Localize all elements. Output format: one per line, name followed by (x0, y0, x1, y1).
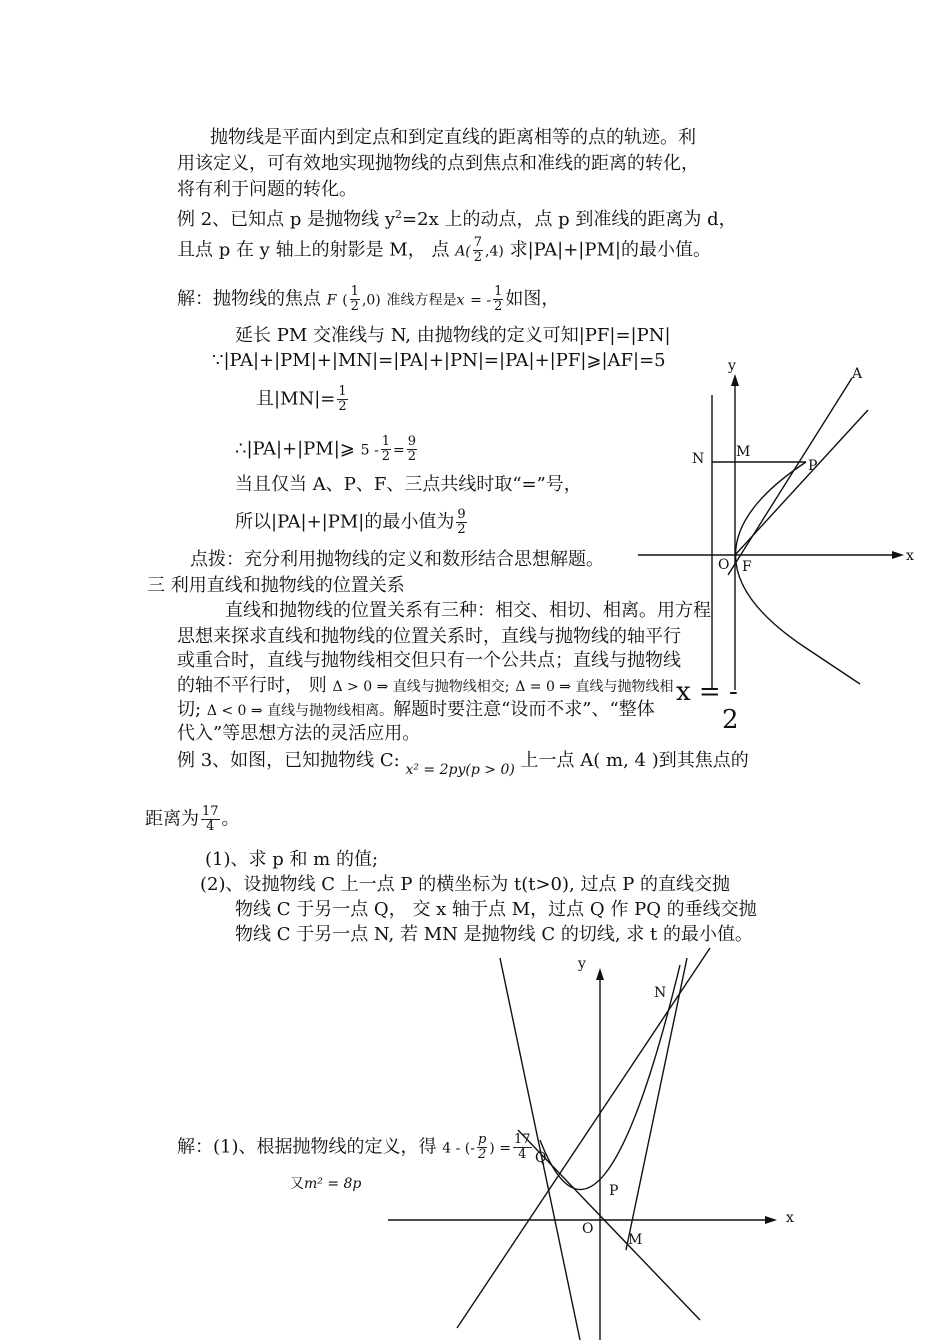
step4-eq: = (392, 442, 405, 459)
fig1-x-arrow (892, 551, 904, 559)
section3-p4 (177, 675, 673, 698)
solution2-line-1 (177, 285, 559, 314)
focus-fraction: $\frac{1}{2}$ (350, 284, 359, 314)
point-a-fraction: $\frac{7}{2}$ (473, 235, 483, 265)
directrix-var: x (456, 292, 465, 309)
fig1-label-p: P (808, 458, 818, 474)
solution3-close: ) = (489, 1140, 511, 1157)
solution2-step-2: ∵|PA|+|PM|+|MN|=|PA|+|PN|=|PA|+|PF|⩾|AF|=5 (212, 350, 666, 371)
fig2-parabola (540, 965, 680, 1190)
solution-suffix: 如图， (505, 288, 560, 310)
example2-text-b: =2x 上的动点，点 p 到准线的距离为 d， (402, 209, 737, 230)
example3-q1: (1)、求 p 和 m 的值; (205, 849, 379, 870)
fig2-x-arrow (765, 1216, 777, 1224)
p-over-2: $\frac{p}{2}$ (477, 1132, 487, 1162)
delta-zero: Δ = 0 ⇒ 直线与抛物线相 (515, 679, 674, 695)
fig2-label-m: M (628, 1232, 643, 1248)
example2-line-2 (177, 236, 711, 265)
directrix-fraction: $\frac{1}{2}$ (494, 284, 503, 314)
example3-dist-text: 距离为 (145, 808, 199, 830)
focus-label: F (326, 292, 337, 309)
example2-text-2: 且点 p 在 y 轴上的射影是 M， 点 (177, 239, 450, 261)
fig2-label-n: N (654, 985, 667, 1001)
solution2-step-1: 延长 PM 交准线与 N, 由抛物线的定义可知|PF|=|PN| (235, 325, 671, 346)
fig2-y-arrow (596, 968, 604, 980)
intro-line-2: 用该定义，可有效地实现抛物线的点到焦点和准线的距离的转化， (177, 153, 699, 174)
solution2-step-3 (256, 385, 350, 414)
section3-p1: 直线和抛物线的位置关系有三种：相交、相切、相离。用方程 (225, 600, 711, 621)
example3-line-2 (145, 805, 240, 834)
section3-p3: 或重合时，直线与抛物线相交但只有一个公共点；直线与抛物线 (177, 650, 681, 671)
fig1-label-y: y (728, 358, 736, 374)
superscript: 2 (395, 208, 403, 221)
fig1-y-arrow (731, 374, 739, 386)
example3-q2b: 物线 C 于另一点 Q， 交 x 轴于点 M，过点 Q 作 PQ 的垂线交抛 (235, 899, 757, 920)
focus-tail: ,0) (361, 292, 381, 309)
fig1-directrix-den: 2 (722, 705, 739, 735)
fig2-label-o: O (582, 1221, 594, 1237)
step6-text: 所以|PA|+|PM|的最小值为 (235, 511, 455, 533)
example3-text: 例 3、如图，已知抛物线 C: (177, 750, 400, 771)
dist-fraction: $\frac{17}{4}$ (202, 804, 219, 834)
solution3-text: 解：(1)、根据抛物线的定义，得 (177, 1136, 437, 1158)
step3-fraction: $\frac{1}{2}$ (338, 384, 347, 414)
point-a-tail: ,4) (485, 243, 504, 260)
solution2-tip: 点拨：充分利用抛物线的定义和数形结合思想解题。 (190, 549, 604, 570)
p5-text: 切; (177, 699, 202, 720)
solution2-step-4 (235, 435, 419, 464)
section3-p5 (177, 699, 655, 722)
example2-text-3: 求|PA|+|PM|的最小值。 (509, 239, 711, 261)
solution2-step-6 (235, 508, 469, 537)
fig1-label-x: x (906, 548, 914, 564)
example2-line-1 (177, 204, 737, 231)
fig1-parabola (736, 462, 861, 684)
fig2-line-pq (518, 1130, 700, 1320)
example3-text-b: 上一点 A( m, 4 )到其焦点的 (520, 750, 749, 771)
example3-q2a: (2)、设抛物线 C 上一点 P 的横坐标为 t(t>0), 过点 P 的直线交抛 (200, 874, 731, 895)
delta-negative: Δ < 0 ⇒ 直线与抛物线相离。 (206, 703, 394, 719)
fig2-label-y: y (578, 956, 586, 972)
fig1-label-a: A (852, 366, 863, 382)
fig1-directrix-label: x = - (676, 677, 738, 707)
p5-text-b: 解题时要注意“设而不求”、“整体 (393, 699, 655, 720)
section3-title: 三 利用直线和抛物线的位置关系 (147, 575, 405, 596)
fig1-label-m: M (736, 444, 751, 460)
paren: ( (342, 292, 348, 309)
step3-text: 且|MN|= (256, 388, 336, 410)
fig1-line-af (728, 378, 852, 575)
intro-line-1: 抛物线是平面内到定点和到定直线的距离相等的点的轨迹。利 (210, 127, 696, 148)
fig2-label-x: x (786, 1210, 794, 1226)
period: 。 (221, 808, 240, 830)
solution3-line-1 (177, 1133, 534, 1162)
p4-text: 的轴不平行时， 则 (177, 675, 327, 696)
fig1-label-n: N (692, 451, 705, 467)
fig2-line-mn (626, 958, 687, 1250)
solution2-step-5: 当且仅当 A、P、F、三点共线时取“=”号， (235, 474, 582, 495)
step4-text: ∴|PA|+|PM|⩾ (235, 438, 355, 460)
step4-fraction-1: $\frac{1}{2}$ (381, 434, 390, 464)
solution3-you: 又 (290, 1176, 304, 1192)
fig1-tangent-line (735, 410, 868, 555)
example3-q2c: 物线 C 于另一点 N, 若 MN 是抛物线 C 的切线, 求 t 的最小值。 (235, 924, 753, 945)
intro-line-3: 将有利于问题的转化。 (177, 179, 357, 200)
solution-prefix: 解：抛物线的焦点 (177, 288, 321, 310)
directrix-eq: = - (470, 292, 492, 309)
example2-text: 例 2、已知点 p 是抛物线 y (177, 209, 396, 230)
fig1-label-f: F (742, 559, 752, 575)
section3-p2: 思想来探求直线和抛物线的位置关系时，直线与抛物线的轴平行 (177, 626, 681, 647)
parabola-equation: x² = 2py(p > 0) (405, 762, 515, 778)
fig2-label-q: Q (535, 1150, 547, 1166)
directrix-text: 准线方程是 (386, 292, 457, 309)
example3-line-1 (177, 750, 749, 778)
section3-p6: 代入”等思想方法的灵活应用。 (177, 723, 421, 744)
step6-fraction: $\frac{9}{2}$ (457, 507, 466, 537)
solution3-expr: 4 - (- (442, 1140, 475, 1157)
fig2-label-p: P (609, 1183, 619, 1199)
solution3-fraction: $\frac{17}{4}$ (513, 1132, 531, 1162)
step4-fraction-2: $\frac{9}{2}$ (407, 434, 416, 464)
step4-five: 5 - (360, 442, 379, 459)
fig1-label-o: O (718, 557, 730, 573)
point-a-label: A( (455, 243, 471, 260)
solution3-line-2 (290, 1172, 361, 1195)
m-squared-eq: m² = 8p (304, 1176, 362, 1192)
delta-positive: Δ > 0 ⇒ 直线与抛物线相交; (332, 679, 510, 695)
